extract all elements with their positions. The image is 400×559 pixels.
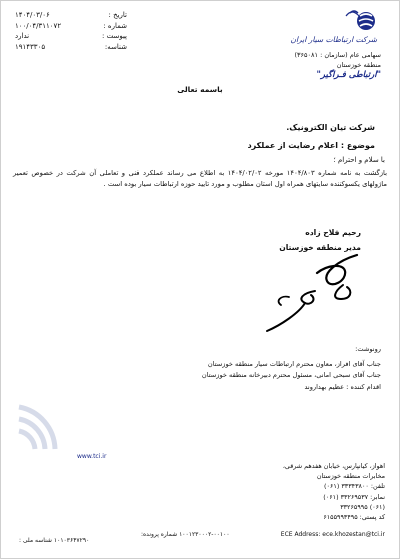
footer-national-id-label: شناسه ملی :: [19, 537, 52, 544]
cc-line: جناب آقای افراز، معاون محترم ارتباطات سیار منطقه خوزستان: [207, 359, 381, 368]
footer-address: اهواز، کیانپارس، خیابان هفدهم شرقی،: [282, 462, 385, 470]
footer-postal: کد پستی: ۶۱۵۵۹۹۳۴۹۵: [323, 513, 385, 522]
meta-attachment: [15, 31, 127, 42]
footer-fax: (۰۶۱) ۳۳۲۶۵۹۹۵: [340, 502, 385, 511]
footer-file-number-value: ۱۰۰۱۲۳۰۰۰۲-۰۰۱۰۰: [179, 531, 230, 538]
handwritten-signature-icon: [219, 251, 369, 336]
cc-handler: اقدام کننده : عظیم بهداروند: [304, 382, 381, 391]
meta-date-label: تاریخ :: [108, 11, 127, 19]
footer-website-link[interactable]: www.tci.ir: [77, 453, 107, 460]
letter-meta: [15, 10, 127, 52]
meta-number: [15, 21, 127, 32]
company-slogan: "ارتباطی فـراگیر": [316, 70, 381, 80]
meta-id-label: شناسه:: [104, 42, 127, 51]
signer-title: مدیر منطقه خوزستان: [279, 243, 361, 252]
footer-national-id: [19, 537, 89, 544]
letter-subject: موضوع : اعلام رضایت از عملکرد: [247, 141, 375, 150]
footer-file-number: [141, 531, 230, 538]
letter-body: بازگشت به نامه شماره ۱۴۰۴/۸۰۳ مورخه ۱۴۰۴/۰۲/۰۲ به اطلاع می رساند عملکرد فنی و تعاملی آن شرکت در خصوص تعمیر ماژولهای یکسوکننده سایتهای همراه اول استان مطلوب و مورد تایید حوزه ارتباطات سیار بوده است .: [13, 169, 387, 188]
footer-fax: نمابر: ۳۳۲۶۹۵۳۷ (۰۶۱): [323, 492, 385, 501]
cc-header: رونوشت:: [355, 345, 381, 353]
company-details: [295, 51, 382, 70]
meta-number-value: ۱۰۰/۰۴/۳۱۱۰۷۲: [15, 21, 62, 30]
footer-national-id-value: ۱۰۱۰۳۶۴۷۲۹۰: [53, 537, 90, 544]
footer-address: مخابرات منطقه خوزستان: [316, 472, 385, 481]
meta-number-label: شماره :: [103, 21, 127, 30]
letter-invocation: باسمه تعالی: [177, 85, 223, 94]
footer-contact: [283, 461, 385, 522]
letter-recipient: شرکت تیان الکترونیک.: [286, 123, 375, 132]
letter-greeting: با سلام و احترام ؛: [333, 156, 385, 164]
company-logo-icon: [286, 7, 381, 55]
meta-id-value: ۱۹۱۴۳۳۰۵: [15, 42, 46, 51]
meta-date-value: ۱۴۰۴/۰۳/۰۶: [15, 11, 50, 19]
meta-attachment-value: ندارد: [15, 32, 30, 41]
meta-date: [15, 10, 127, 21]
footer-bar: [19, 527, 385, 549]
company-region: منطقه خوزستان: [336, 60, 381, 69]
company-registration: سهامی عام (سازمان : ۳۶۵۰۸۱): [294, 51, 381, 59]
footer-ece-address: ECE Address: ece.khozestan@tci.ir: [280, 531, 385, 538]
signal-arcs-icon: [13, 399, 61, 454]
cc-line: جناب آقای سبحی امانی، مسئول محترم دبیرخانه منطقه خوزستان: [201, 371, 381, 380]
meta-id: [15, 42, 127, 53]
company-name: شرکت ارتباطات سیار ایران: [290, 35, 377, 44]
footer-file-number-label: شماره پرونده:: [141, 531, 178, 538]
footer-tel: تلفن: ۳۳۳۴۳۸۰۰ (۰۶۱): [324, 482, 385, 491]
signer-name: رحیم فلاح زاده: [305, 228, 361, 237]
meta-attachment-label: پیوست :: [102, 32, 127, 41]
cc-block: [202, 344, 381, 393]
